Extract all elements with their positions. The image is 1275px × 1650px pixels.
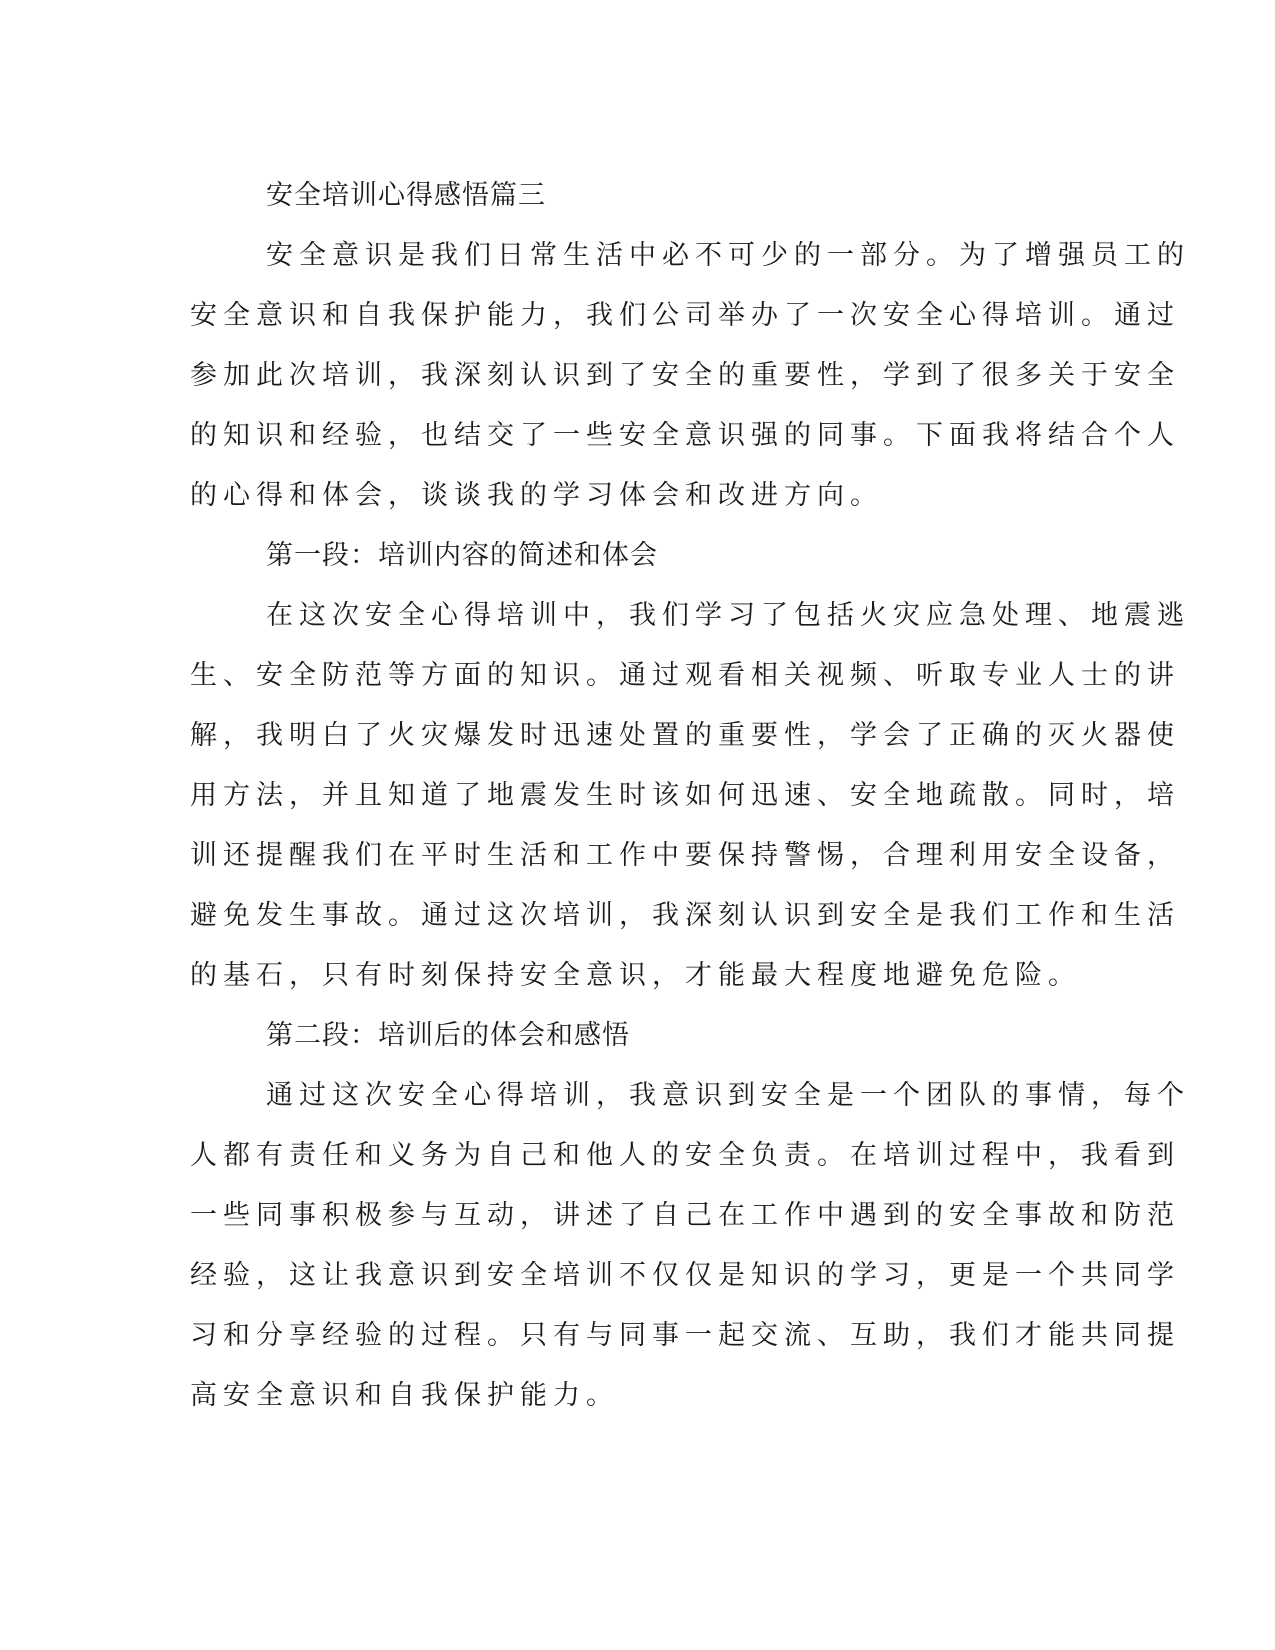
paragraph-line: 安全意识是我们日常生活中必不可少的一部分。为了增强员工的 xyxy=(266,240,1190,271)
section-2-heading: 第二段：培训后的体会和感悟 xyxy=(266,1020,630,1051)
paragraph-line: 在这次安全心得培训中，我们学习了包括火灾应急处理、地震逃 xyxy=(266,600,1190,631)
section-1-heading: 第一段：培训内容的简述和体会 xyxy=(266,540,658,571)
paragraph-line: 安全意识和自我保护能力，我们公司举办了一次安全心得培训。通过 xyxy=(190,300,1180,331)
paragraph-line: 避免发生事故。通过这次培训，我深刻认识到安全是我们工作和生活 xyxy=(190,900,1180,931)
paragraph-line: 解，我明白了火灾爆发时迅速处置的重要性，学会了正确的灭火器使 xyxy=(190,720,1180,751)
paragraph-line: 习和分享经验的过程。只有与同事一起交流、互助，我们才能共同提 xyxy=(190,1320,1180,1351)
document-body xyxy=(190,166,1190,1426)
paragraph-line: 参加此次培训，我深刻认识到了安全的重要性，学到了很多关于安全 xyxy=(190,360,1180,391)
paragraph-line: 人都有责任和义务为自己和他人的安全负责。在培训过程中，我看到 xyxy=(190,1140,1180,1171)
section-2-paragraph xyxy=(190,1066,1190,1426)
paragraph-line: 用方法，并且知道了地震发生时该如何迅速、安全地疏散。同时，培 xyxy=(190,780,1180,811)
paragraph-line: 经验，这让我意识到安全培训不仅仅是知识的学习，更是一个共同学 xyxy=(190,1260,1180,1291)
paragraph-line: 的心得和体会，谈谈我的学习体会和改进方向。 xyxy=(190,480,883,511)
paragraph-line: 生、安全防范等方面的知识。通过观看相关视频、听取专业人士的讲 xyxy=(190,660,1180,691)
intro-paragraph xyxy=(190,226,1190,526)
paragraph-line: 训还提醒我们在平时生活和工作中要保持警惕，合理利用安全设备， xyxy=(190,840,1180,871)
paragraph-line: 的知识和经验，也结交了一些安全意识强的同事。下面我将结合个人 xyxy=(190,420,1180,451)
paragraph-line: 通过这次安全心得培训，我意识到安全是一个团队的事情，每个 xyxy=(266,1080,1190,1111)
paragraph-line: 的基石，只有时刻保持安全意识，才能最大程度地避免危险。 xyxy=(190,960,1081,991)
paragraph-line: 高安全意识和自我保护能力。 xyxy=(190,1380,619,1411)
paragraph-line: 一些同事积极参与互动，讲述了自己在工作中遇到的安全事故和防范 xyxy=(190,1200,1180,1231)
section-1-paragraph xyxy=(190,586,1190,1006)
document-title: 安全培训心得感悟篇三 xyxy=(266,180,546,211)
